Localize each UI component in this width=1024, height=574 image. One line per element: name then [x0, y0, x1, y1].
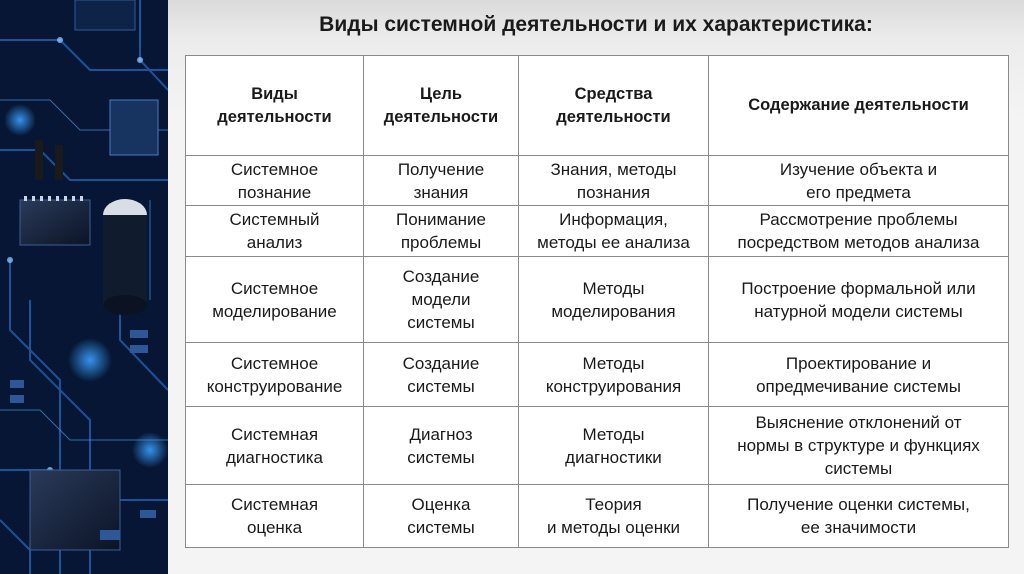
table-cell: Получение оценки системы, ее значимости: [709, 485, 1009, 548]
table-row: [186, 257, 1009, 343]
table-row: [186, 206, 1009, 257]
table-cell: Создание системы: [364, 343, 519, 407]
table-cell: Изучение объекта и его предмета: [709, 156, 1009, 206]
table-cell: Рассмотрение проблемы посредством методов анализа: [709, 206, 1009, 257]
header-activity-types: Виды деятельности: [186, 56, 364, 156]
table-cell: Системная диагностика: [186, 407, 364, 485]
table-cell: Информация, методы ее анализа: [519, 206, 709, 257]
table-row: [186, 485, 1009, 548]
table-header-row: [186, 56, 1009, 156]
circuit-board-image: [0, 0, 168, 574]
header-activity-goal: Цель деятельности: [364, 56, 519, 156]
table-cell: Методы конструирования: [519, 343, 709, 407]
table-cell: Теория и методы оценки: [519, 485, 709, 548]
table-cell: Выяснение отклонений от нормы в структуре и функциях системы: [709, 407, 1009, 485]
table-cell: Системный анализ: [186, 206, 364, 257]
header-activity-means: Средства деятельности: [519, 56, 709, 156]
circuit-board-graphic: [0, 0, 168, 574]
table-cell: Проектирование и опредмечивание системы: [709, 343, 1009, 407]
page-title: Виды системной деятельности и их характеристика:: [319, 13, 873, 36]
table-cell: Получение знания: [364, 156, 519, 206]
table-row: [186, 343, 1009, 407]
table-cell: Диагноз системы: [364, 407, 519, 485]
activity-table-container: [185, 55, 1008, 547]
table-row: [186, 156, 1009, 206]
table-cell: Системное познание: [186, 156, 364, 206]
table-cell: Создание модели системы: [364, 257, 519, 343]
table-cell: Системная оценка: [186, 485, 364, 548]
activity-table: [185, 55, 1009, 548]
table-cell: Оценка системы: [364, 485, 519, 548]
table-cell: Понимание проблемы: [364, 206, 519, 257]
table-cell: Системное конструирование: [186, 343, 364, 407]
table-cell: Построение формальной или натурной модели системы: [709, 257, 1009, 343]
table-cell: Методы моделирования: [519, 257, 709, 343]
table-row: [186, 407, 1009, 485]
table-cell: Знания, методы познания: [519, 156, 709, 206]
header-activity-content: Содержание деятельности: [709, 56, 1009, 156]
table-cell: Методы диагностики: [519, 407, 709, 485]
table-cell: Системное моделирование: [186, 257, 364, 343]
